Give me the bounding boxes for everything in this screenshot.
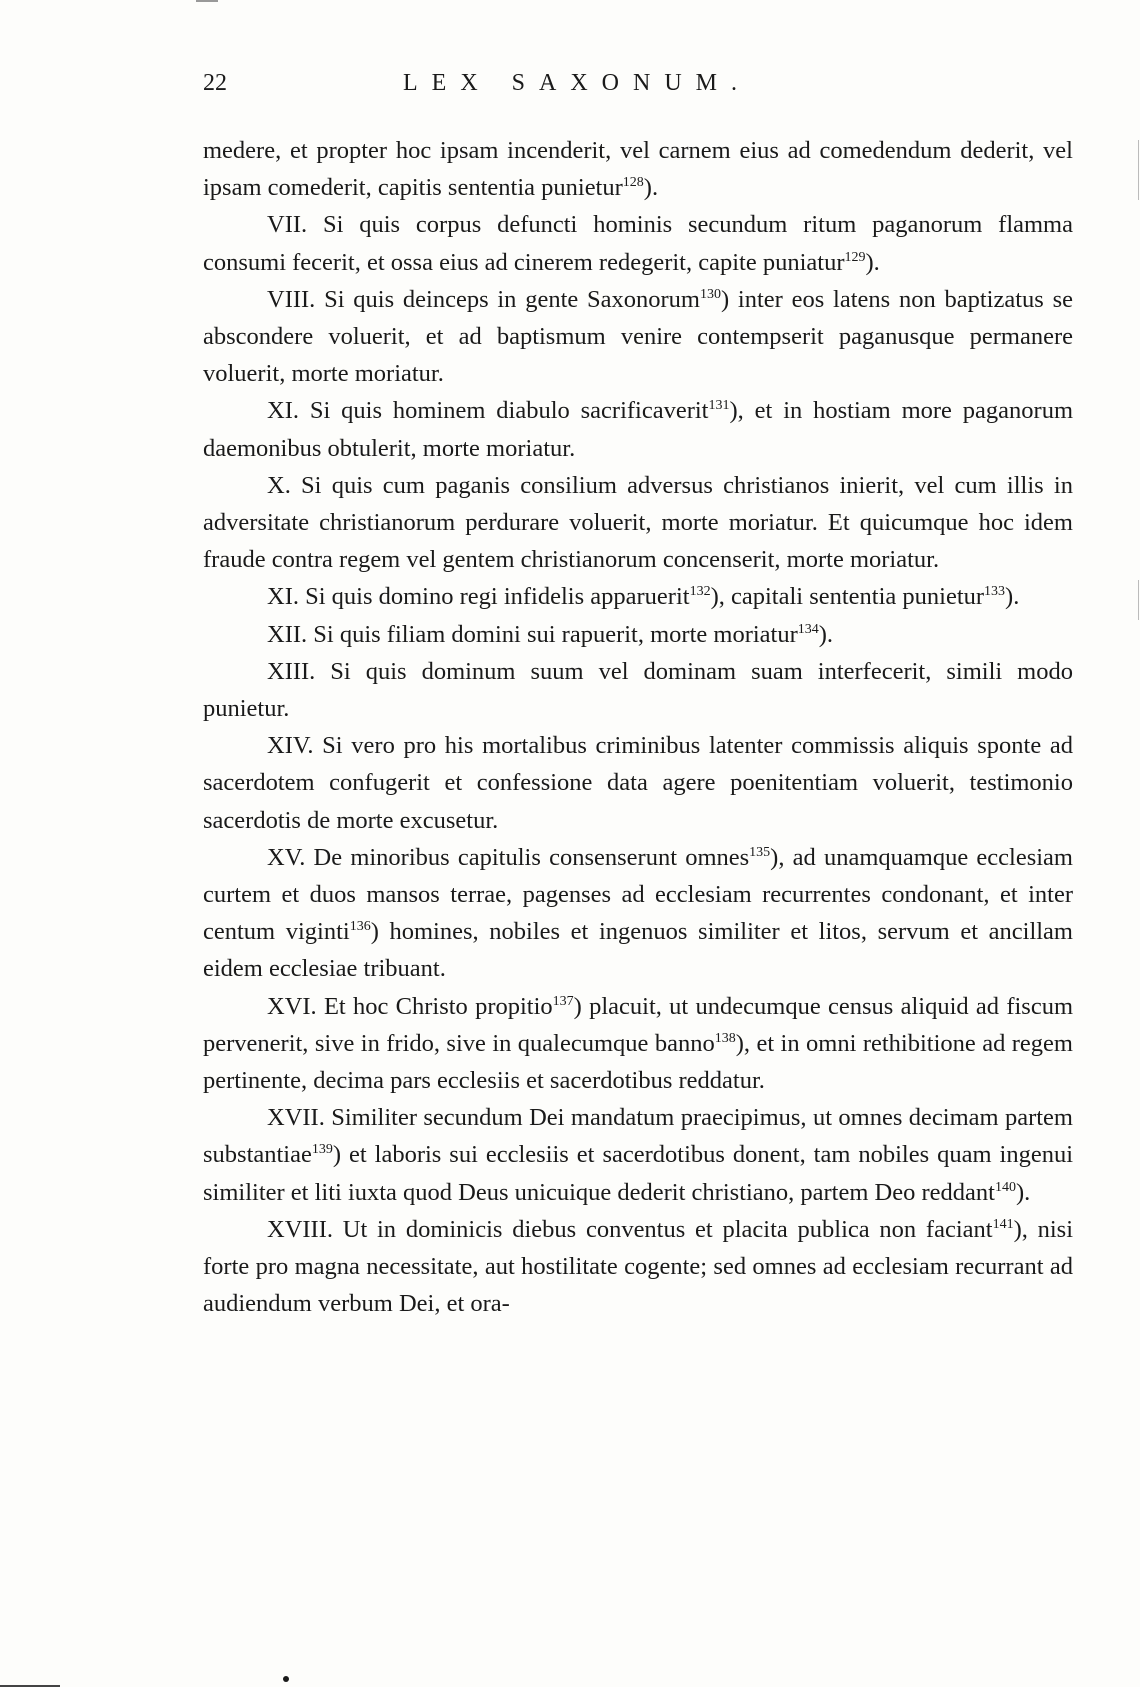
footnote-ref: 133 — [984, 584, 1006, 600]
footnote-ref: 140 — [994, 1179, 1016, 1195]
paragraph: XI. Si quis hominem diabulo sacrificaverit$^{131}$), et in hostiam more paganorum daemonibus obtulerit, morte moriatur. — [203, 397, 1073, 462]
footnote-ref: 129 — [844, 249, 866, 265]
footnote-ref: 139 — [311, 1142, 333, 1158]
paragraph: XII. Si quis filiam domini sui rapuerit, morte moriatur$^{134}$). — [267, 620, 834, 648]
page-header — [203, 70, 1073, 122]
paragraph: medere, et propter hoc ipsam incenderit, vel carnem eius ad comedendum dederit, vel ipsam comederit, capitis sententia punietur$^{128}$). — [203, 137, 1073, 202]
book-page — [203, 70, 1073, 1323]
paragraph: XIII. Si quis dominum suum vel dominam suam interfecerit, simili modo punietur. — [203, 657, 1073, 723]
footnote-ref: 136 — [349, 919, 371, 935]
footnote-ref: 128 — [622, 175, 644, 191]
margin-mark — [1138, 580, 1139, 620]
paragraph: X. Si quis cum paganis consilium adversus christianos inierit, vel cum illis in adversitate christianorum perdurare voluerit, morte moriatur. Et quicumque hoc idem fraude contra regem vel gentem christianorum concenserit, morte moriatur. — [203, 471, 1073, 574]
scan-mark — [196, 0, 218, 2]
page-dot — [283, 1676, 289, 1682]
footnote-ref: 134 — [797, 621, 819, 637]
footnote-ref: 137 — [552, 993, 574, 1009]
page-number: 22 — [203, 70, 227, 96]
paragraph: VII. Si quis corpus defuncti hominis secundum ritum paganorum flamma consumi fecerit, et ossa eius ad cinerem redegerit, capite puniatur$^{129}$). — [203, 211, 1073, 276]
footnote-ref: 138 — [714, 1030, 736, 1046]
margin-mark — [1138, 140, 1139, 200]
body-text — [203, 132, 1073, 1323]
footnote-ref: 132 — [689, 584, 711, 600]
footnote-ref: 135 — [749, 844, 771, 860]
footnote-ref: 131 — [708, 398, 730, 414]
paragraph: XIV. Si vero pro his mortalibus criminibus latenter commissis aliquis sponte ad sacerdotem confugerit et confessione data agere poenitentiam voluerit, testimonio sacerdotis de morte excusetur. — [203, 732, 1073, 834]
paragraph: XVII. Similiter secundum Dei mandatum praecipimus, ut omnes decimam partem substantiae$^{139}$) et laboris sui ecclesiis et sacerdotibus donent, tam nobiles quam ingenui similiter et liti iuxta quod Deus unicuique dederit christiano, partem Deo reddant$^{140}$). — [203, 1104, 1073, 1206]
paragraph: XI. Si quis domino regi infidelis apparuerit$^{132}$), capitali sententia punietur$^{133}$). — [267, 583, 1020, 611]
running-title: LEX SAXONUM. — [403, 70, 751, 96]
footnote-ref: 130 — [700, 286, 721, 302]
paragraph: XVI. Et hoc Christo propitio$^{137}$) placuit, ut undecumque census aliquid ad fiscum pervenerit, sive in frido, sive in qualecumque banno$^{138}$), et in omni rethibitione ad regem pertinente, decima pars ecclesiis et sacerdotibus reddatur. — [203, 992, 1073, 1095]
paragraph: XVIII. Ut in dominicis diebus conventus et placita publica non faciant$^{141}$), nisi forte pro magna necessitate, aut hostilitate cogente; sed omnes ad ecclesiam recurrant ad audiendum verbum Dei, et ora- — [203, 1215, 1074, 1318]
paragraph: VIII. Si quis deinceps in gente Saxonorum$^{130}$) inter eos latens non baptizatus se abscondere voluerit, et ad baptismum venire contempserit paganusque permanere voluerit, morte moriatur. — [203, 285, 1073, 388]
footnote-ref: 141 — [992, 1216, 1014, 1232]
paragraph: XV. De minoribus capitulis consenserunt omnes$^{135}$), ad unamquamque ecclesiam curtem et duos mansos terrae, pagenses ad ecclesiam recurrentes condonant, et inter centum viginti$^{136}$) homines, nobiles et ingenuos similiter et litos, servum et ancillam eidem ecclesiae tribuant. — [203, 843, 1073, 983]
